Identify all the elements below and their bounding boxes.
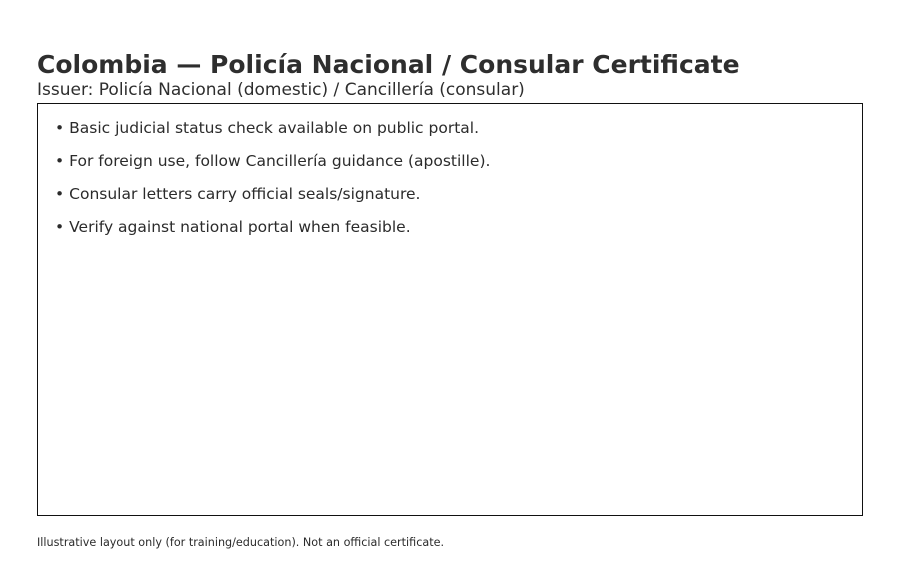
bullet-marker: • <box>55 185 65 203</box>
list-item-text: Consular letters carry official seals/signature. <box>69 185 421 203</box>
bullet-marker: • <box>55 119 65 137</box>
issuer-subtitle: Issuer: Policía Nacional (domestic) / Cancillería (consular) <box>37 80 525 100</box>
list-item <box>55 151 490 184</box>
bullet-marker: • <box>55 152 65 170</box>
bullet-marker: • <box>55 218 65 236</box>
list-item-text: Verify against national portal when feasible. <box>69 218 411 236</box>
list-item-text: Basic judicial status check available on public portal. <box>69 119 480 137</box>
list-item <box>55 184 490 217</box>
disclaimer-footer: Illustrative layout only (for training/education). Not an official certificate. <box>37 536 445 549</box>
list-item-text: For foreign use, follow Cancillería guidance (apostille). <box>69 152 491 170</box>
notes-panel <box>37 103 863 516</box>
document-title: Colombia — Policía Nacional / Consular Certificate <box>37 50 740 79</box>
list-item <box>55 118 490 151</box>
notes-list <box>55 118 490 250</box>
list-item <box>55 217 490 250</box>
